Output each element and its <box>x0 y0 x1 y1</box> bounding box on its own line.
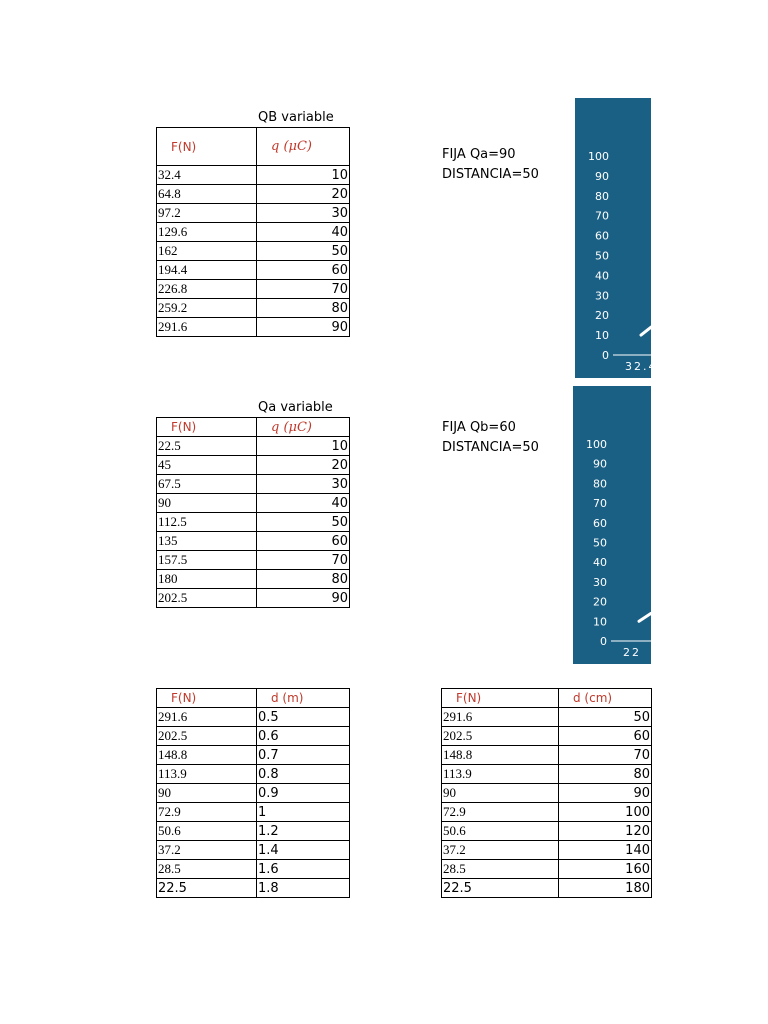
distance-cell: 1.4 <box>257 841 350 860</box>
table-row <box>442 860 652 879</box>
table-row <box>157 727 350 746</box>
section1-title: QB variable <box>258 110 334 125</box>
table-row <box>442 822 652 841</box>
table-row <box>442 746 652 765</box>
table-row <box>157 166 350 185</box>
charge-cell: 50 <box>257 242 350 261</box>
y-tick-label: 70 <box>593 497 607 511</box>
distance-cm-table <box>441 688 652 898</box>
y-tick-label: 60 <box>595 229 609 243</box>
charge-cell: 40 <box>257 494 350 513</box>
col-header-f: F(N) <box>157 689 257 708</box>
charge-cell: 30 <box>257 475 350 494</box>
force-cell: 97.2 <box>157 204 257 223</box>
force-cell: 291.6 <box>442 708 559 727</box>
charge-cell: 90 <box>257 589 350 608</box>
distance-cm-rows <box>442 708 652 898</box>
col-header-f: F(N) <box>442 689 559 708</box>
charge-cell: 70 <box>257 280 350 299</box>
distance-cell: 90 <box>559 784 652 803</box>
y-tick-label: 50 <box>593 536 607 550</box>
distance-cell: 1.6 <box>257 860 350 879</box>
force-cell: 90 <box>157 784 257 803</box>
charge-cell: 10 <box>257 437 350 456</box>
force-cell: 202.5 <box>442 727 559 746</box>
table-row <box>157 860 350 879</box>
y-tick-label: 90 <box>593 457 607 471</box>
chart-qa-variable <box>573 386 651 664</box>
force-cell: 72.9 <box>442 803 559 822</box>
charge-cell: 10 <box>257 166 350 185</box>
y-tick-label: 20 <box>593 595 607 609</box>
y-tick-label: 0 <box>602 349 609 362</box>
distance-cell: 1.8 <box>257 879 350 898</box>
y-tick-label: 100 <box>588 150 609 163</box>
fixed-charge-note: FIJA Qb=60 <box>442 420 516 435</box>
force-cell: 202.5 <box>157 589 257 608</box>
charge-cell: 60 <box>257 261 350 280</box>
section2-title: Qa variable <box>258 400 333 415</box>
y-tick-label: 80 <box>595 189 609 203</box>
table-row <box>157 551 350 570</box>
table-row <box>442 765 652 784</box>
force-cell: 259.2 <box>157 299 257 318</box>
col-header-d: d (cm) <box>559 689 652 708</box>
force-cell: 50.6 <box>442 822 559 841</box>
force-cell: 64.8 <box>157 185 257 204</box>
table-row <box>157 456 350 475</box>
distance-cell: 1.2 <box>257 822 350 841</box>
table-row <box>157 803 350 822</box>
x-tick-label: 22 <box>623 646 641 659</box>
col-header-q: q (μC) <box>257 128 350 166</box>
table-row <box>157 475 350 494</box>
force-cell: 113.9 <box>157 765 257 784</box>
y-tick-label: 40 <box>593 556 607 570</box>
distance-cell: 50 <box>559 708 652 727</box>
charge-cell: 40 <box>257 223 350 242</box>
distance-cell: 100 <box>559 803 652 822</box>
force-cell: 28.5 <box>442 860 559 879</box>
table-row <box>157 765 350 784</box>
force-cell: 90 <box>157 494 257 513</box>
table-row <box>157 223 350 242</box>
force-cell: 194.4 <box>157 261 257 280</box>
y-tick-label: 10 <box>593 615 607 629</box>
charge-cell: 70 <box>257 551 350 570</box>
y-tick-label: 40 <box>595 269 609 283</box>
table-row <box>442 784 652 803</box>
force-cell: 22.5 <box>157 879 257 898</box>
y-tick-label: 20 <box>595 309 609 323</box>
charge-cell: 60 <box>257 532 350 551</box>
qb-variable-rows <box>157 166 350 337</box>
col-header-f: F(N) <box>157 418 257 437</box>
distance-cell: 70 <box>559 746 652 765</box>
col-header-d: d (m) <box>257 689 350 708</box>
distance-cell: 0.7 <box>257 746 350 765</box>
table-row <box>442 841 652 860</box>
charge-cell: 20 <box>257 185 350 204</box>
distance-cell: 0.6 <box>257 727 350 746</box>
distance-meters-table <box>156 688 350 898</box>
distance-cell: 80 <box>559 765 652 784</box>
table-row <box>157 841 350 860</box>
distance-meters-rows <box>157 708 350 898</box>
table-row <box>157 318 350 337</box>
force-cell: 22.5 <box>442 879 559 898</box>
table-row <box>157 261 350 280</box>
distance-cell: 0.8 <box>257 765 350 784</box>
table-row <box>157 513 350 532</box>
table-row <box>157 570 350 589</box>
distance-cell: 0.5 <box>257 708 350 727</box>
table-row <box>157 589 350 608</box>
table-row <box>157 242 350 261</box>
y-tick-label: 90 <box>595 169 609 183</box>
y-tick-label: 10 <box>595 329 609 343</box>
force-cell: 226.8 <box>157 280 257 299</box>
section2-note <box>442 418 539 458</box>
force-cell: 28.5 <box>157 860 257 879</box>
table-row <box>442 708 652 727</box>
charge-cell: 30 <box>257 204 350 223</box>
distance-cell: 60 <box>559 727 652 746</box>
force-cell: 202.5 <box>157 727 257 746</box>
force-cell: 291.6 <box>157 708 257 727</box>
chart-background <box>575 98 651 378</box>
force-cell: 45 <box>157 456 257 475</box>
charge-cell: 80 <box>257 570 350 589</box>
table-row <box>157 708 350 727</box>
y-tick-label: 60 <box>593 516 607 530</box>
charge-cell: 20 <box>257 456 350 475</box>
distance-note: DISTANCIA=50 <box>442 167 539 182</box>
force-cell: 148.8 <box>157 746 257 765</box>
qb-variable-table <box>156 127 350 337</box>
table-row <box>157 204 350 223</box>
charge-cell: 80 <box>257 299 350 318</box>
force-cell: 129.6 <box>157 223 257 242</box>
distance-cell: 120 <box>559 822 652 841</box>
force-cell: 113.9 <box>442 765 559 784</box>
table-row <box>157 532 350 551</box>
y-tick-label: 30 <box>595 289 609 303</box>
force-cell: 72.9 <box>157 803 257 822</box>
table-row <box>157 280 350 299</box>
distance-cell: 160 <box>559 860 652 879</box>
table-row <box>157 185 350 204</box>
table-row <box>442 879 652 898</box>
force-cell: 37.2 <box>157 841 257 860</box>
force-cell: 37.2 <box>442 841 559 860</box>
force-cell: 67.5 <box>157 475 257 494</box>
force-cell: 90 <box>442 784 559 803</box>
y-tick-label: 100 <box>586 438 607 451</box>
col-header-f: F(N) <box>157 128 257 166</box>
distance-cell: 0.9 <box>257 784 350 803</box>
force-cell: 112.5 <box>157 513 257 532</box>
col-header-q: q (μC) <box>257 418 350 437</box>
chart-qb-variable <box>575 98 658 378</box>
x-tick-label: 32.4 <box>625 360 658 373</box>
force-cell: 135 <box>157 532 257 551</box>
force-cell: 22.5 <box>157 437 257 456</box>
y-tick-label: 0 <box>600 635 607 648</box>
distance-note: DISTANCIA=50 <box>442 440 539 455</box>
table-row <box>157 494 350 513</box>
distance-cell: 140 <box>559 841 652 860</box>
force-cell: 180 <box>157 570 257 589</box>
y-tick-label: 80 <box>593 477 607 491</box>
force-cell: 148.8 <box>442 746 559 765</box>
qa-variable-rows <box>157 437 350 608</box>
charge-cell: 90 <box>257 318 350 337</box>
y-tick-label: 30 <box>593 575 607 589</box>
table-row <box>157 437 350 456</box>
force-cell: 157.5 <box>157 551 257 570</box>
qa-variable-table <box>156 417 350 608</box>
distance-cell: 180 <box>559 879 652 898</box>
table-row <box>157 879 350 898</box>
force-cell: 291.6 <box>157 318 257 337</box>
table-row <box>157 784 350 803</box>
y-tick-label: 50 <box>595 249 609 263</box>
force-cell: 162 <box>157 242 257 261</box>
table-row <box>442 727 652 746</box>
force-cell: 50.6 <box>157 822 257 841</box>
table-row <box>157 746 350 765</box>
y-tick-label: 70 <box>595 209 609 223</box>
table-row <box>442 803 652 822</box>
table-row <box>157 299 350 318</box>
force-cell: 32.4 <box>157 166 257 185</box>
fixed-charge-note: FIJA Qa=90 <box>442 147 516 162</box>
table-row <box>157 822 350 841</box>
section1-note <box>442 145 539 185</box>
charge-cell: 50 <box>257 513 350 532</box>
distance-cell: 1 <box>257 803 350 822</box>
